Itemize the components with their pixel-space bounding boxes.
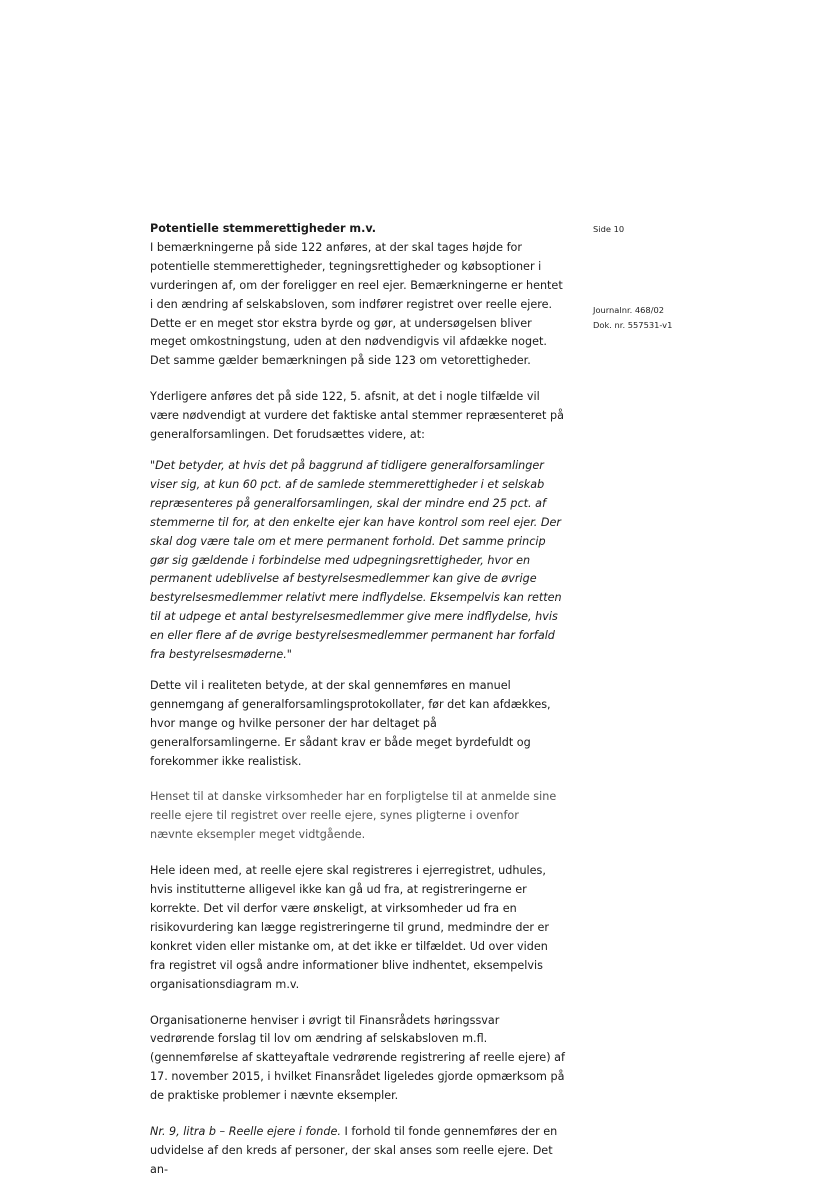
foundations-lead: Nr. 9, litra b – Reelle ejere i fonde.: [150, 1125, 341, 1139]
paragraph-general-meeting-votes: Yderligere anføres det på side 122, 5. afsnit, at det i nogle tilfælde vil være nødvendigt at vurdere det faktiske antal stemmer repræsenteret på generalforsamlingen. Det forudsættes videre, at:: [150, 390, 564, 442]
foundations-text: I forhold til fonde gennemføres der en udvidelse af den kreds af personer, der skal anses som reelle ejere. Det an-: [150, 1125, 558, 1176]
paragraph-registration-duty: Henset til at danske virksomheder har en forpligtelse til at anmelde sine reelle ejere til registret over reelle ejere, synes pligterne i ovenfor nævnte eksempler meget vidtgående.: [150, 790, 557, 842]
paragraph-finansraadet-reference: Organisationerne henviser i øvrigt til Finansrådets høringssvar vedrørende forslag til lov om ændring af selskabsloven m.fl. (gennemførelse af skatteyaftale vedrørende registrering af reelle ejere) af 17. november 2015, i hvilket Finansrådet ligeledes gjorde opmærksom på de praktiske problemer i nævnte eksempler.: [150, 1013, 565, 1103]
paragraph-potential-voting-rights: I bemærkningerne på side 122 anføres, at der skal tages højde for potentielle stemmerettigheder, tegningsrettigheder og købsoptioner i vurderingen af, om der foreligger en reel ejer. Bemærkningerne er hentet i den ændring af selskabsloven, som indfører registret over reelle ejere. Dette er en meget stor ekstra byrde og gør, at undersøgelsen bliver meget omkostningstung, uden at den nødvendigvis vil afdække noget. Det samme gælder bemærkningen på side 123 om vetorettigheder.: [150, 240, 563, 368]
journal-number: Journalnr. 468/02: [593, 305, 665, 315]
document-number: Dok. nr. 557531-v1: [593, 320, 673, 330]
document-body: [150, 220, 565, 1180]
paragraph-manual-review: Dette vil i realiteten betyde, at der skal gennemføres en manuel gennemgang af generalforsamlingsprotokollater, før det kan afdækkes, hvor mange og hvilke personer der har deltaget på generalforsamlingerne. Er sådant krav er både meget byrdefuldt og forekommer ikke realistisk.: [150, 678, 551, 768]
section-heading: Potentielle stemmerettigheder m.v.: [150, 222, 376, 235]
paragraph-foundations: [150, 1123, 565, 1180]
paragraph-register-idea: Hele ideen med, at reelle ejere skal registreres i ejerregistret, udhules, hvis institutterne alligevel ikke kan gå ud fra, at registreringerne er korrekte. Det vil derfor være ønskeligt, at virksomheder ud fra en risikovurdering kan lægge registreringerne til grund, medmindre der er konkret viden eller mistanke om, at det ikke er tilfældet. Ud over viden fra registret vil også andre informationer blive indhentet, eksempelvis organisationsdiagram m.v.: [150, 864, 550, 991]
page-number: Side 10: [593, 224, 625, 234]
document-references: [593, 303, 713, 333]
block-quote: "Det betyder, at hvis det på baggrund af tidligere generalforsamlinger viser sig, at kun 60 pct. af de samlede stemmerettigheder i et selskab repræsenteres på generalforsamlingen, skal der mindre end 25 pct. af stemmerne til for, at den enkelte ejer kan have kontrol som reel ejer. Der skal dog være tale om et mere permanent forhold. Det samme princip gør sig gældende i forbindelse med udpegningsrettigheder, hvor en permanent udeblivelse af bestyrelsesmedlemmer kan give de øvrige bestyrelsesmedlemmer relativt mere indflydelse. Eksempelvis kan retten til at udpege et antal bestyrelsesmedlemmer give mere indflydelse, hvis en eller flere af de øvrige bestyrelsesmedlemmer permanent har forfald fra bestyrelsesmøderne.": [150, 458, 562, 662]
